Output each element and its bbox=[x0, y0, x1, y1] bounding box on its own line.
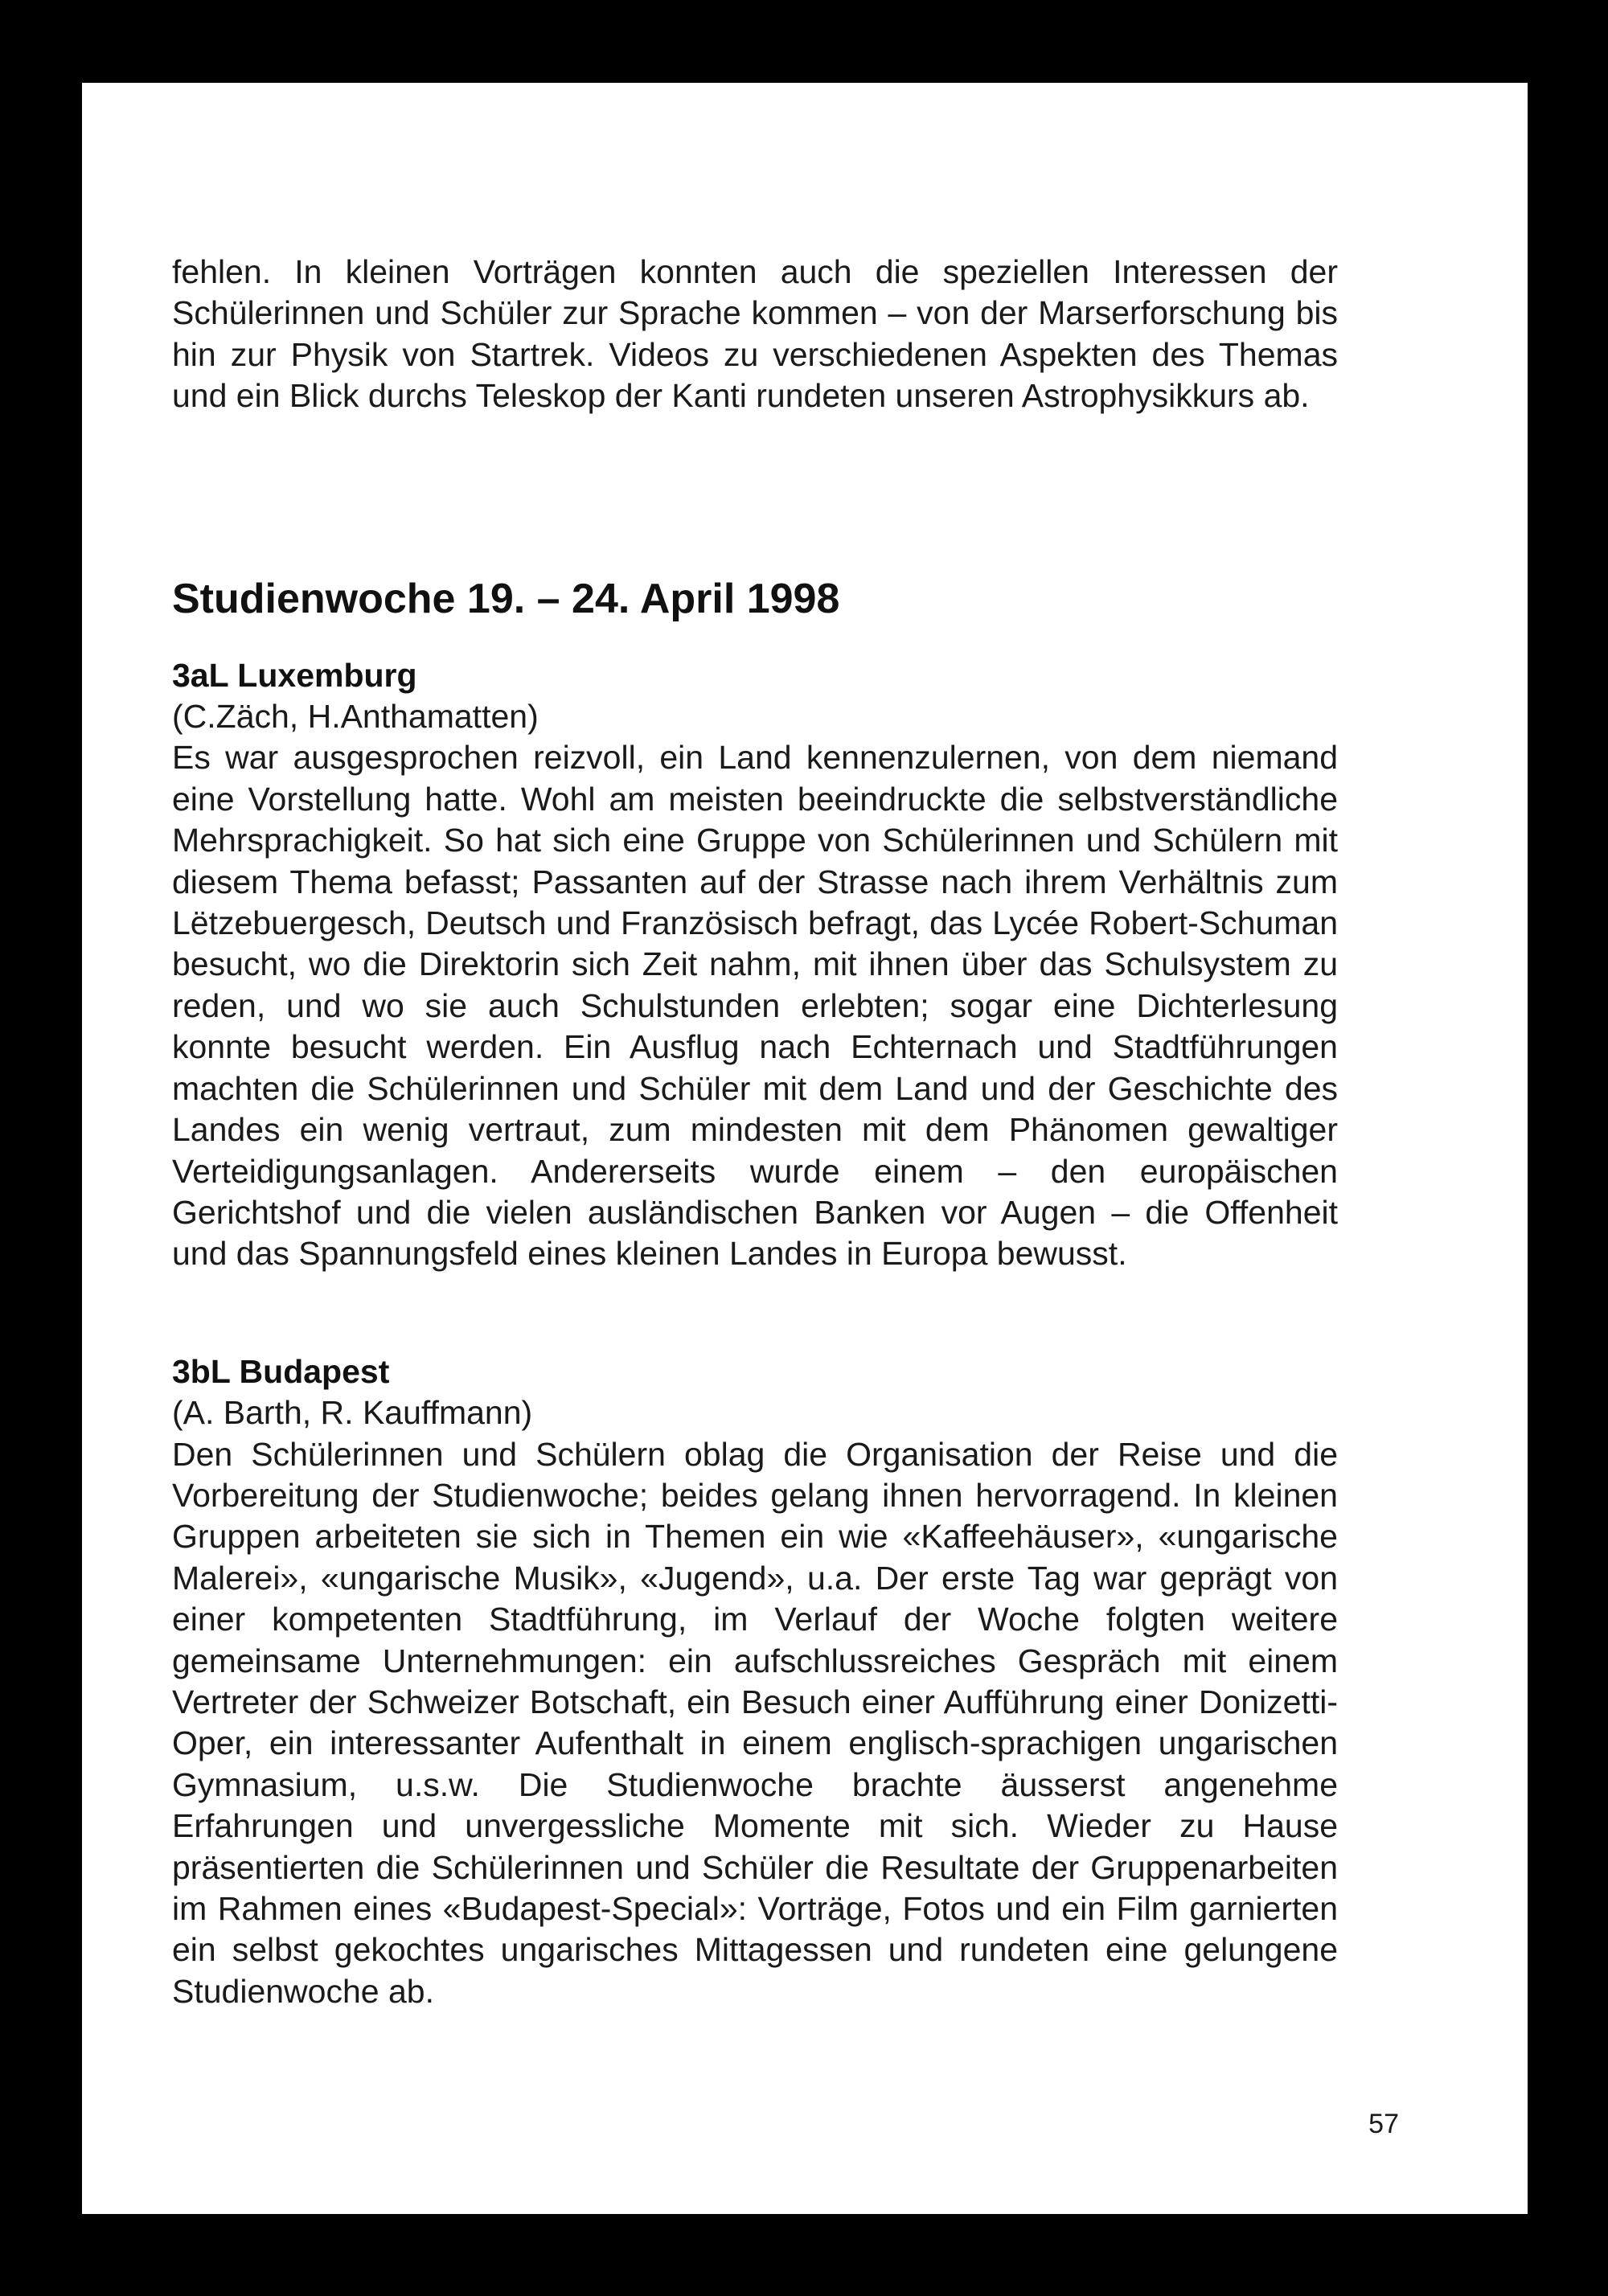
page-content bbox=[172, 252, 1338, 2089]
section-budapest bbox=[172, 1351, 1338, 2013]
section-authors: (C.Zäch, H.Anthamatten) bbox=[172, 698, 539, 736]
page-number: 57 bbox=[1368, 2109, 1399, 2139]
section-title: 3aL Luxemburg bbox=[172, 656, 417, 694]
section-body: Den Schülerinnen und Schülern oblag die Organisation der Reise und die Vorbereitung der Studienwoche; beides gelang ihnen hervorragend. In kleinen Gruppen arbeiteten sie sich in Themen ein wie «Kaffeehäuser», «ungarische Malerei», «ungarische Musik», «Jugend», u.a. Der erste Tag war geprägt von einer kompetenten Stadtführung, im Verlauf der Woche folgten weitere gemeinsame Unternehmungen: ein aufschlussreiches Gespräch mit einem Vertreter der Schweizer Botschaft, ein Besuch einer Aufführung einer Donizetti-Oper, ein interessanter Aufenthalt in einem englisch-sprachigen ungarischen Gymnasium, u.s.w. Die Studienwoche brachte äusserst angenehme Erfahrungen und unvergessliche Momente mit sich. Wieder zu Hause präsentierten die Schülerinnen und Schüler die Resultate der Gruppenarbeiten im Rahmen eines «Budapest-Special»: Vorträge, Fotos und ein Film garnierten ein selbst gekochtes ungarisches Mittagessen und rundeten eine gelungene Studienwoche ab. bbox=[172, 1435, 1338, 2010]
intro-paragraph: fehlen. In kleinen Vorträgen konnten auch die speziellen Interessen der Schülerinnen und Schüler zur Sprache kommen – von der Marserforschung bis hin zur Physik von Startrek. Videos zu verschiedenen Aspekten des Themas und ein Blick durchs Teleskop der Kanti rundeten unseren Astrophysikkurs ab. bbox=[172, 253, 1338, 415]
section-body: Es war ausgesprochen reizvoll, ein Land kennenzulernen, von dem niemand eine Vorstellung hatte. Wohl am meisten beeindruckte die selbstverständliche Mehrsprachigkeit. So hat sich eine Gruppe von Schülerinnen und Schülern mit diesem Thema befasst; Passanten auf der Strasse nach ihrem Verhältnis zum Lëtzebuergesch, Deutsch und Französisch befragt, das Lycée Robert-Schuman besucht, wo die Direktorin sich Zeit nahm, mit ihnen über das Schulsystem zu reden, und wo sie auch Schulstunden erlebten; sogar eine Dichterlesung konnte besucht werden. Ein Ausflug nach Echternach und Stadtführungen machten die Schülerinnen und Schüler mit dem Land und der Geschichte des Landes ein wenig vertraut, zum mindesten mit dem Phänomen gewaltiger Verteidigungsanlagen. Andererseits wurde einem – den europäischen Gerichtshof und die vielen ausländischen Banken vor Augen – die Offenheit und das Spannungsfeld eines kleinen Landes in Europa bewusst. bbox=[172, 739, 1338, 1273]
document-page bbox=[82, 83, 1528, 2214]
section-luxemburg bbox=[172, 655, 1338, 1275]
main-heading: Studienwoche 19. – 24. April 1998 bbox=[172, 575, 840, 622]
section-title: 3bL Budapest bbox=[172, 1352, 390, 1390]
section-authors: (A. Barth, R. Kauffmann) bbox=[172, 1394, 533, 1432]
